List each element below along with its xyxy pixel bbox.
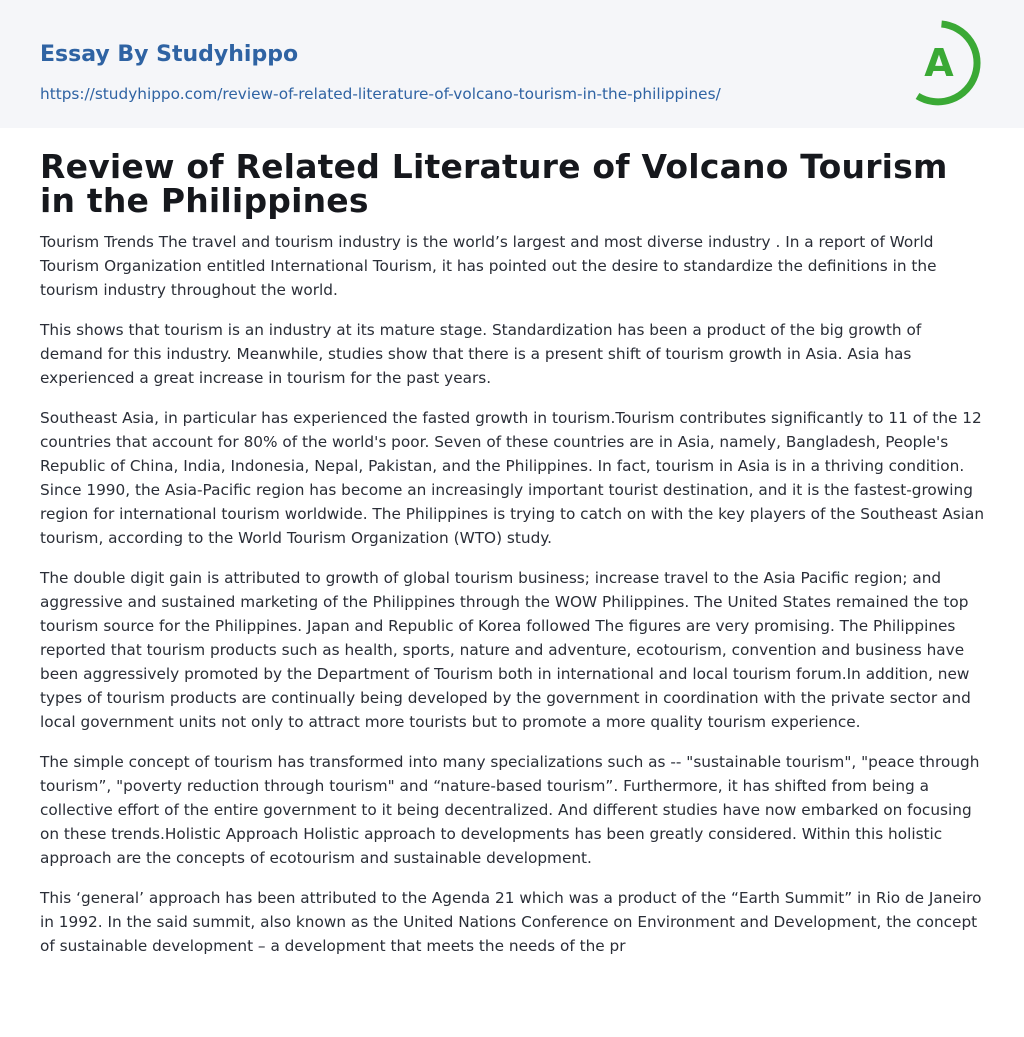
essay-url-link[interactable]: https://studyhippo.com/review-of-related-literature-of-volcano-tourism-in-the-philippines/ [40,85,721,103]
essay-paragraph: The double digit gain is attributed to growth of global tourism business; increase travel to the Asia Pacific region; and aggressive and sustained marketing of the Philippines through the WOW Philippines. The United States remained the top tourism source for the Philippines. Japan and Republic of Korea followed The figures are very promising. The Philippines reported that tourism products such as health, sports, nature and adventure, ecotourism, convention and business have been aggressively promoted by the Department of Tourism both in international and local tourism forum.In addition, new types of tourism products are continually being developed by the government in coordination with the private sector and local government units not only to attract more tourists but to promote a more quality tourism experience. [40,569,971,731]
essay-paragraph: This shows that tourism is an industry at its mature stage. Standardization has been a product of the big growth of demand for this industry. Meanwhile, studies show that there is a present shift of tourism growth in Asia. Asia has experienced a great increase in tourism for the past years. [40,321,922,387]
essay-paragraph: Southeast Asia, in particular has experienced the fasted growth in tourism.Tourism contributes significantly to 11 of the 12 countries that account for 80% of the world's poor. Seven of these countries are in Asia, namely, Bangladesh, People's Republic of China, India, Indonesia, Nepal, Pakistan, and the Philippines. In fact, tourism in Asia is in a thriving condition. Since 1990, the Asia-Pacific region has become an increasingly important tourist destination, and it is the fastest-growing region for international tourism worldwide. The Philippines is trying to catch on with the key players of the Southeast Asian tourism, according to the World Tourism Organization (WTO) study. [40,409,985,547]
studyhippo-logo-icon[interactable] [898,18,988,108]
essay-content [40,128,986,958]
essay-title: Review of Related Literature of Volcano Tourism in the Philippines [40,147,948,220]
essay-paragraph: This ‘general’ approach has been attributed to the Agenda 21 which was a product of the “Earth Summit” in Rio de Janeiro in 1992. In the said summit, also known as the United Nations Conference on Environment and Development, the concept of sustainable development – a development that meets the needs of the pr [40,889,982,955]
logo-letter: A [924,41,954,85]
essay-paragraph: Tourism Trends The travel and tourism industry is the world’s largest and most diverse industry . In a report of World Tourism Organization entitled International Tourism, it has pointed out the desire to standardize the definitions in the tourism industry throughout the world. [40,233,937,299]
site-header [0,0,1024,128]
essay-paragraph: The simple concept of tourism has transformed into many specializations such as -- "sustainable tourism", "peace through tourism”, "poverty reduction through tourism" and “nature-based tourism”. Furthermore, it has shifted from being a collective effort of the entire government to it being decentralized. And different studies have now embarked on focusing on these trends.Holistic Approach Holistic approach to developments has been greatly considered. Within this holistic approach are the concepts of ecotourism and sustainable development. [40,753,980,867]
site-brand[interactable]: Essay By Studyhippo [40,42,299,67]
